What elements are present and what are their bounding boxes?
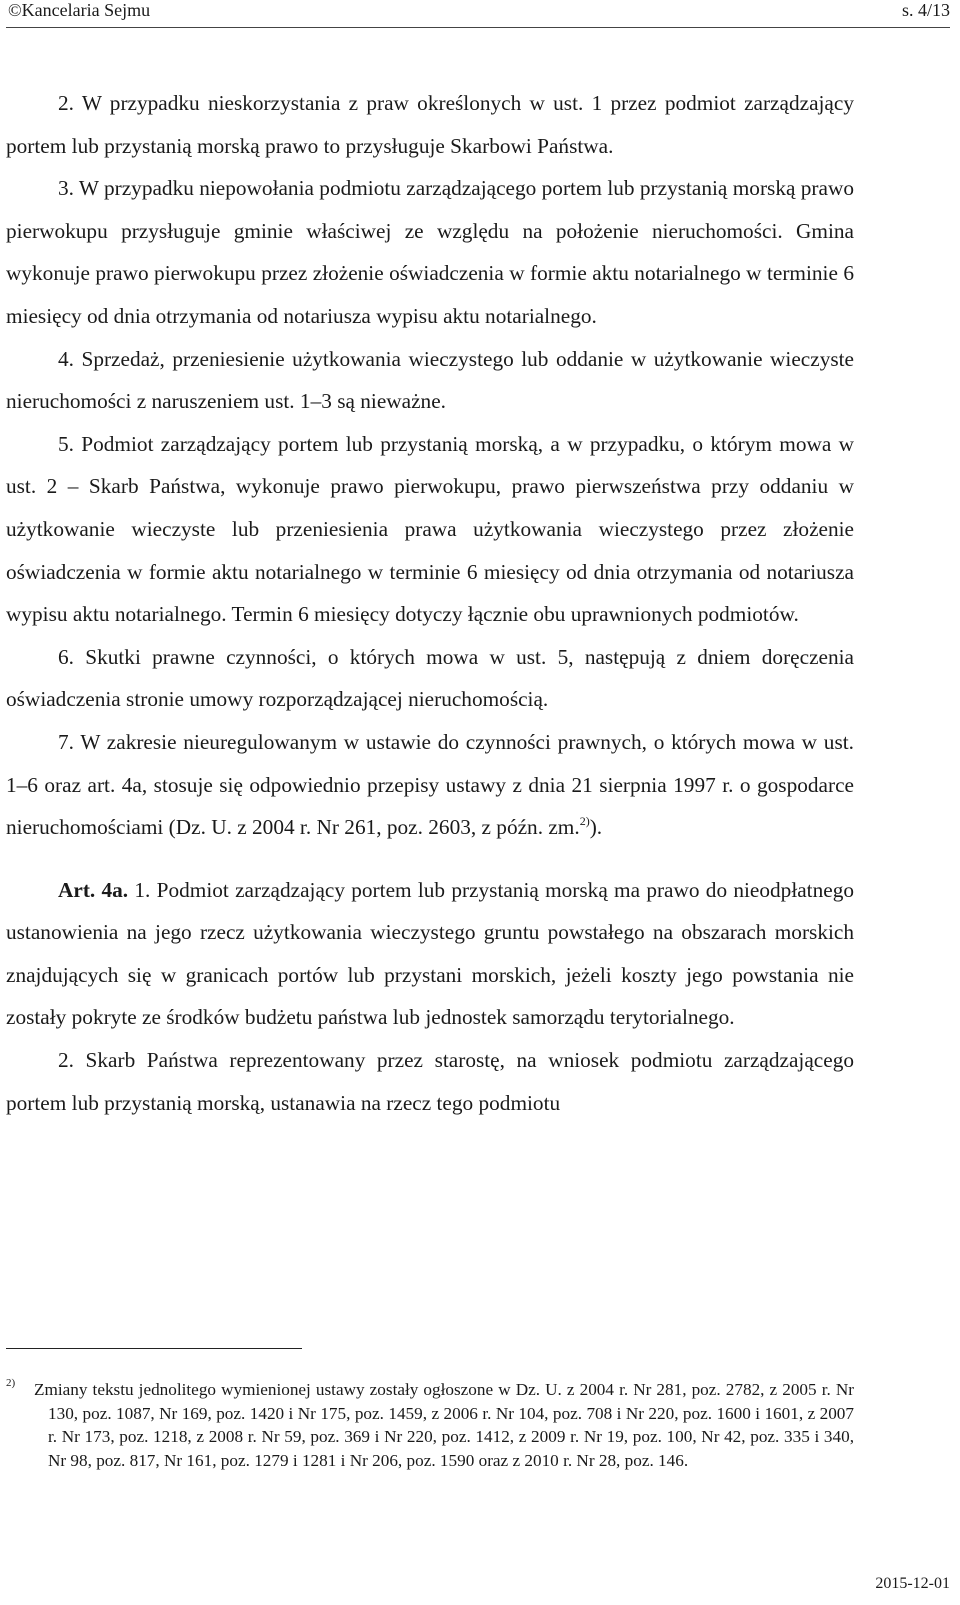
article-4a-ust-2: 2. Skarb Państwa reprezentowany przez starostę, na wniosek podmiotu zarządzającego portem lub przystanią morską, ustanawia na rzecz tego podmiotu: [6, 1048, 854, 1115]
page-header: [8, 0, 950, 26]
footnote-text: Zmiany tekstu jednolitego wymienionej ustawy zostały ogłoszone w Dz. U. z 2004 r. Nr 281, poz. 2782, z 2005 r. Nr 130, poz. 1087, Nr 169, poz. 1420 i Nr 175, poz. 1459, z 2006 r. Nr 104, poz. 708 i Nr 220, poz. 1600 i 1601, z 2007 r. Nr 173, poz. 1218, z 2008 r. Nr 59, poz. 369 i Nr 220, poz. 1412, z 2009 r. Nr 19, poz. 100, Nr 42, poz. 335 i 340, Nr 98, poz. 817, Nr 161, poz. 1279 i 1281 i Nr 206, poz. 1590 oraz z 2010 r. Nr 28, poz. 146.: [34, 1380, 854, 1470]
article-4a-ust-1: [6, 869, 854, 1039]
paragraph-ust-6: 6. Skutki prawne czynności, o których mowa w ust. 5, następują z dniem doręczenia oświadczenia stronie umowy rozporządzającej nieruchomością.: [6, 644, 854, 712]
footnote-divider: [6, 1348, 302, 1349]
footer-date: 2015-12-01: [875, 1575, 950, 1592]
header-source: ©Kancelaria Sejmu: [8, 0, 151, 20]
page-number: s. 4/13: [901, 0, 950, 20]
paragraph-ust-3: 3. W przypadku niepowołania podmiotu zarządzającego portem lub przystanią morską prawo pierwokupu przysługuje gminie właściwej ze względu na położenie nieruchomości. Gmina wykonuje prawo pierwokupu przez złożenie oświadczenia w formie aktu notarialnego w terminie 6 miesięcy od dnia otrzymania od notariusza wypisu aktu notarialnego.: [6, 176, 854, 328]
article-label: Art. 4a.: [58, 877, 129, 902]
paragraph-ust-7-tail: ).: [589, 815, 603, 840]
paragraph-ust-4: 4. Sprzedaż, przeniesienie użytkowania wieczystego lub oddanie w użytkowanie wieczyste nieruchomości z naruszeniem ust. 1–3 są nieważne.: [6, 346, 854, 414]
footnote-mark: 2): [6, 1377, 16, 1389]
paragraph-ust-7: [6, 721, 854, 849]
document-body: [6, 82, 854, 1124]
footnote-reference[interactable]: 2): [579, 814, 590, 829]
header-divider: [6, 27, 950, 28]
paragraph-ust-5: 5. Podmiot zarządzający portem lub przystanią morską, a w przypadku, o którym mowa w ust. 2 – Skarb Państwa, wykonuje prawo pierwokupu, prawo pierwszeństwa przy oddaniu w użytkowanie wieczyste lub przeniesienia prawa użytkowania wieczystego przez złożenie oświadczenia w formie aktu notarialnego w terminie 6 miesięcy od dnia otrzymania od notariusza wypisu aktu notarialnego. Termin 6 miesięcy dotyczy łącznie obu uprawnionych podmiotów.: [6, 431, 854, 627]
footnote: [6, 1378, 854, 1472]
article-4a-ust-1-text: 1. Podmiot zarządzający portem lub przystanią morską ma prawo do nieodpłatnego ustanowienia na jego rzecz użytkowania wieczystego gruntu powstałego na obszarach morskich znajdujących się w granicach portów lub przystani morskich, jeżeli koszty jego powstania nie zostały pokryte ze środków budżetu państwa lub jednostek samorządu terytorialnego.: [6, 877, 854, 1030]
paragraph-ust-7-text: 7. W zakresie nieuregulowanym w ustawie do czynności prawnych, o których mowa w ust. 1–6 oraz art. 4a, stosuje się odpowiednio przepisy ustawy z dnia 21 sierpnia 1997 r. o gospodarce nieruchomościami (Dz. U. z 2004 r. Nr 261, poz. 2603, z późn. zm.: [6, 729, 854, 840]
paragraph-ust-2: 2. W przypadku nieskorzystania z praw określonych w ust. 1 przez podmiot zarządzający portem lub przystanią morską prawo to przysługuje Skarbowi Państwa.: [6, 91, 854, 158]
